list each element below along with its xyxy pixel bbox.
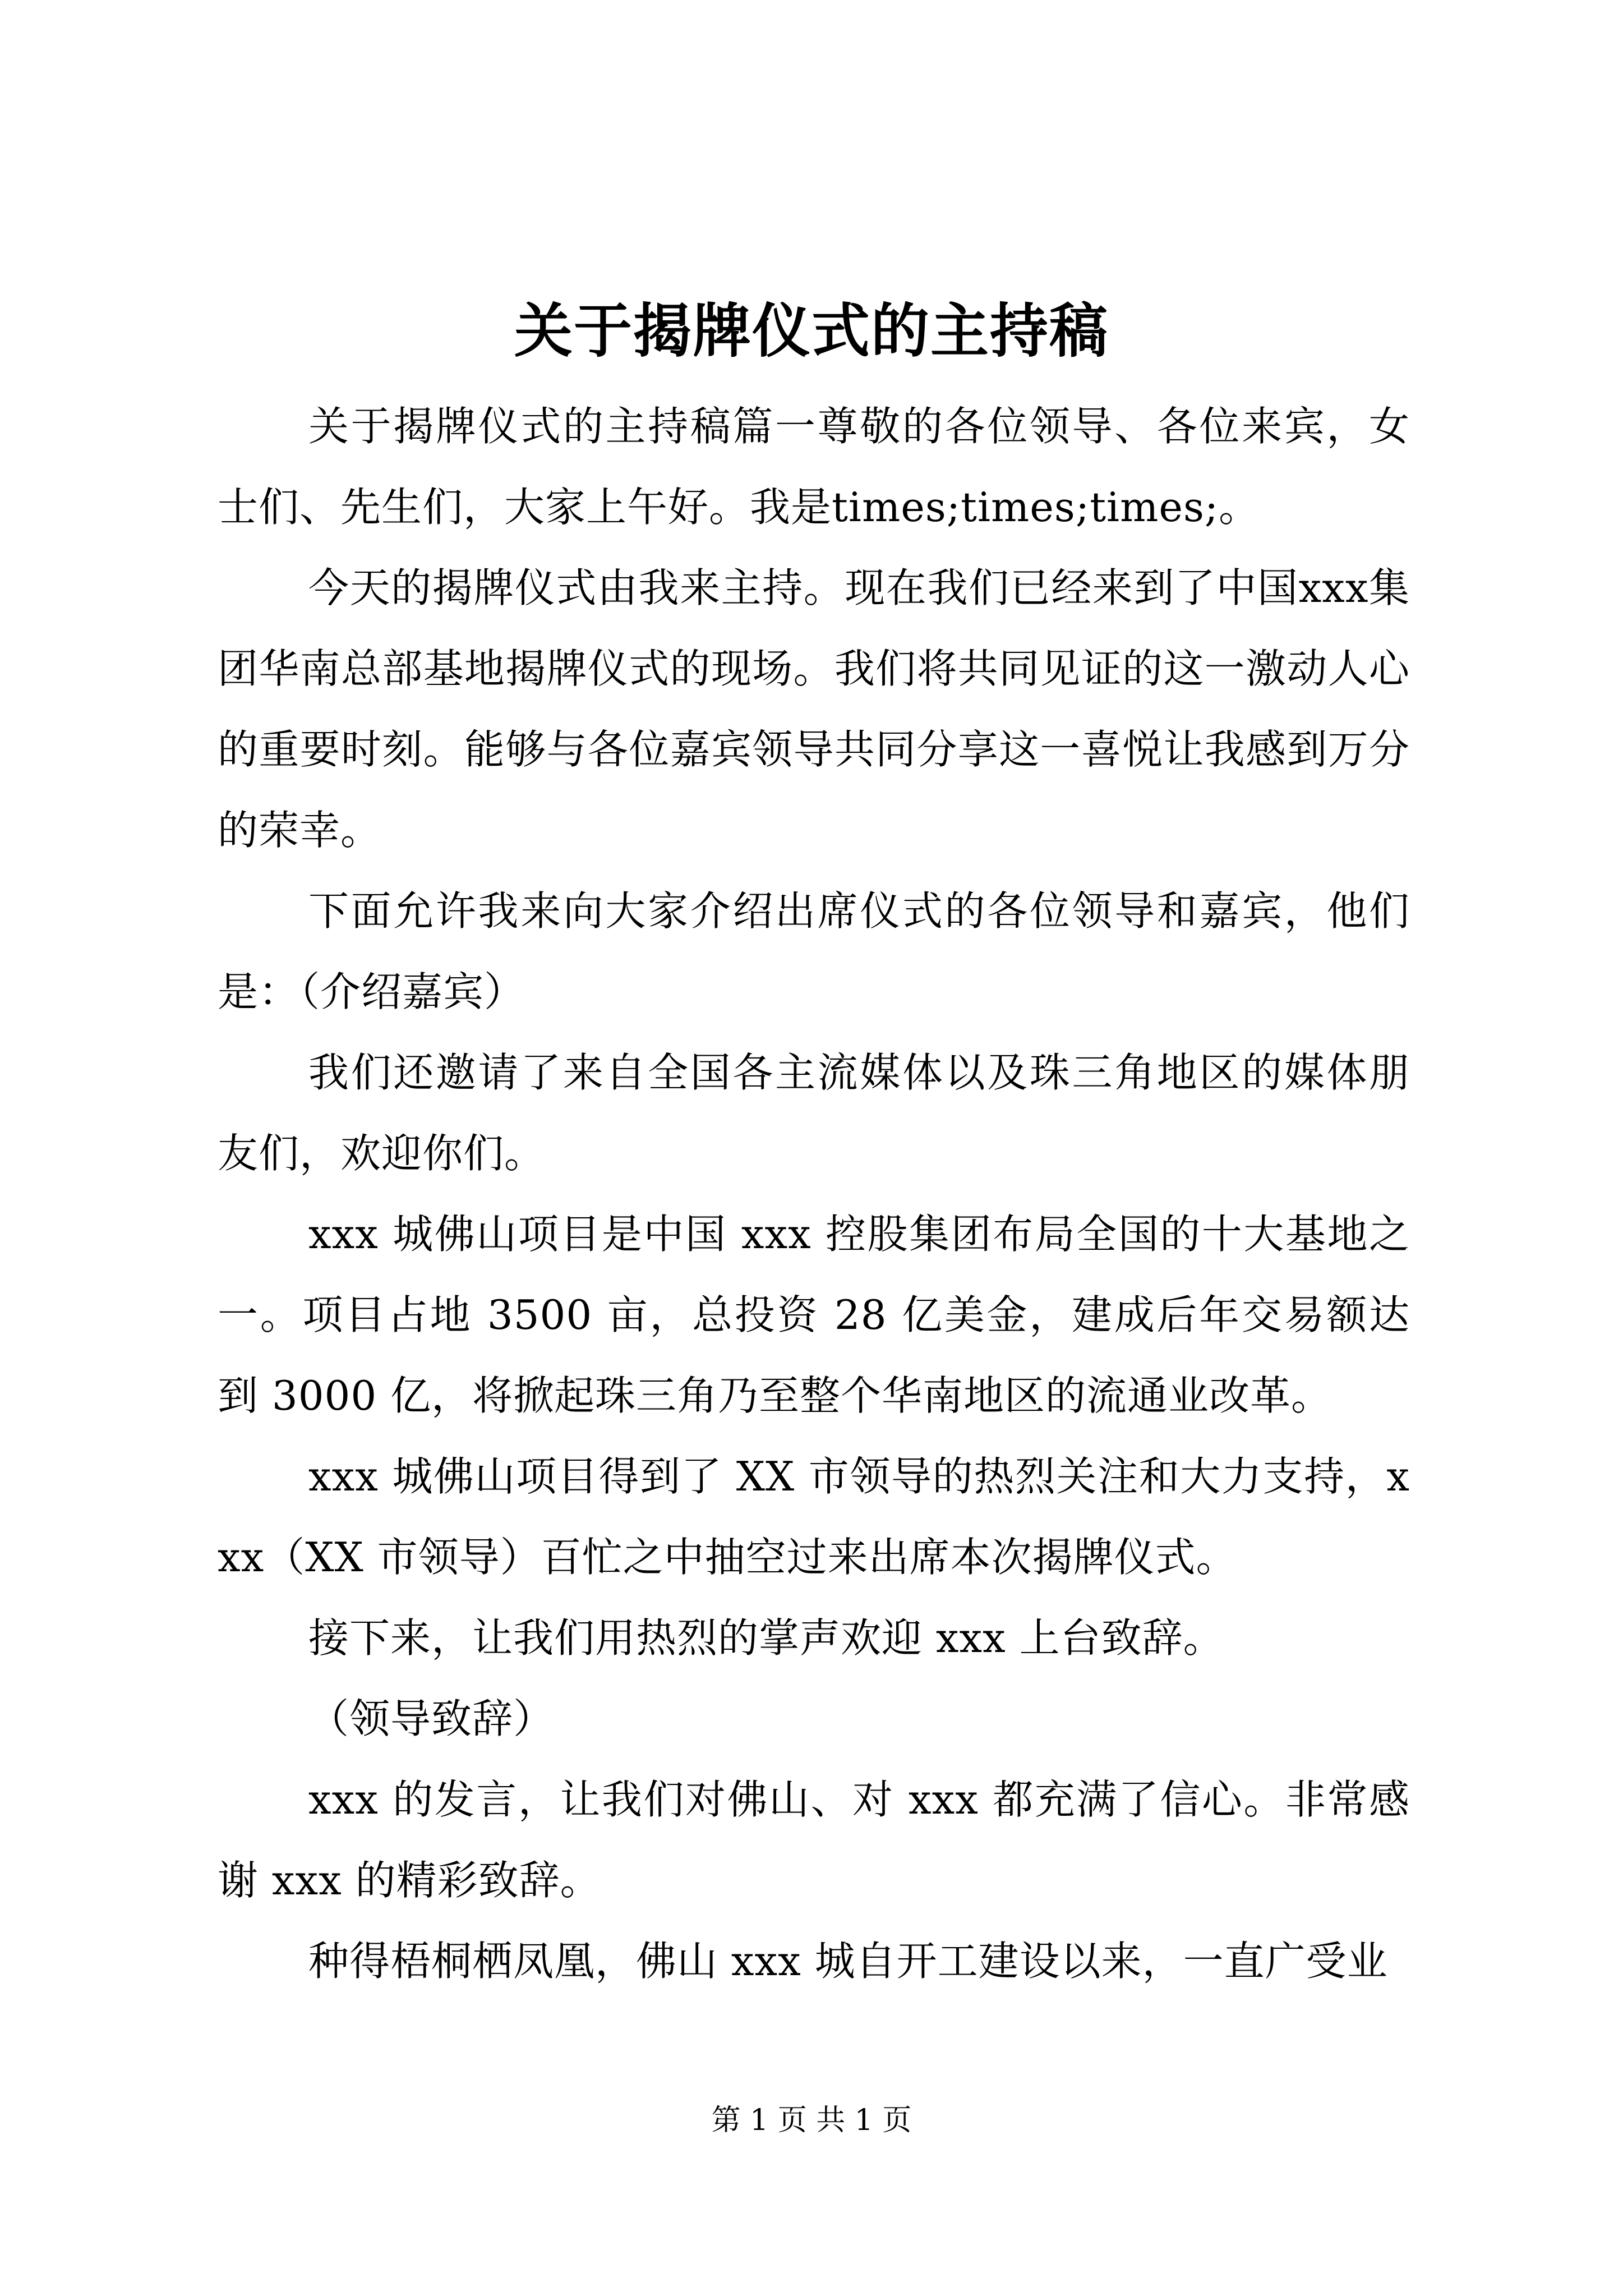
paragraph-1: 关于揭牌仪式的主持稿篇一尊敬的各位领导、各位来宾，女士们、先生们，大家上午好。我是times;times;times;。 — [218, 403, 1410, 531]
document-title: 关于揭牌仪式的主持稿 — [514, 296, 1109, 365]
paragraph-8: （领导致辞） — [308, 1695, 555, 1742]
paragraph-7: 接下来，让我们用热烈的掌声欢迎 xxx 上台致辞。 — [308, 1614, 1224, 1662]
paragraph-9: xxx 的发言，让我们对佛山、对 xxx 都充满了信心。非常感谢 xxx 的精彩致辞。 — [218, 1776, 1410, 1904]
paragraph-6: xxx 城佛山项目得到了 XX 市领导的热烈关注和大力支持，xxx（XX 市领导）百忙之中抽空过来出席本次揭牌仪式。 — [218, 1453, 1410, 1581]
paragraph-10: 种得梧桐栖凤凰，佛山 xxx 城自开工建设以来，一直广受业 — [308, 1938, 1388, 1985]
page-footer: 第 1 页 共 1 页 — [711, 2104, 912, 2137]
paragraph-5: xxx 城佛山项目是中国 xxx 控股集团布局全国的十大基地之一。项目占地 3500 亩，总投资 28 亿美金，建成后年交易额达到 3000 亿，将掀起珠三角乃至整个华南地区的流通业改革。 — [218, 1211, 1410, 1419]
document-body — [218, 386, 1410, 2001]
paragraph-3: 下面允许我来向大家介绍出席仪式的各位领导和嘉宾，他们是：（介绍嘉宾） — [218, 887, 1410, 1015]
paragraph-2: 今天的揭牌仪式由我来主持。现在我们已经来到了中国xxx集团华南总部基地揭牌仪式的现场。我们将共同见证的这一激动人心的重要时刻。能够与各位嘉宾领导共同分享这一喜悦让我感到万分的荣幸。 — [218, 564, 1410, 854]
paragraph-4: 我们还邀请了来自全国各主流媒体以及珠三角地区的媒体朋友们，欢迎你们。 — [218, 1049, 1410, 1177]
